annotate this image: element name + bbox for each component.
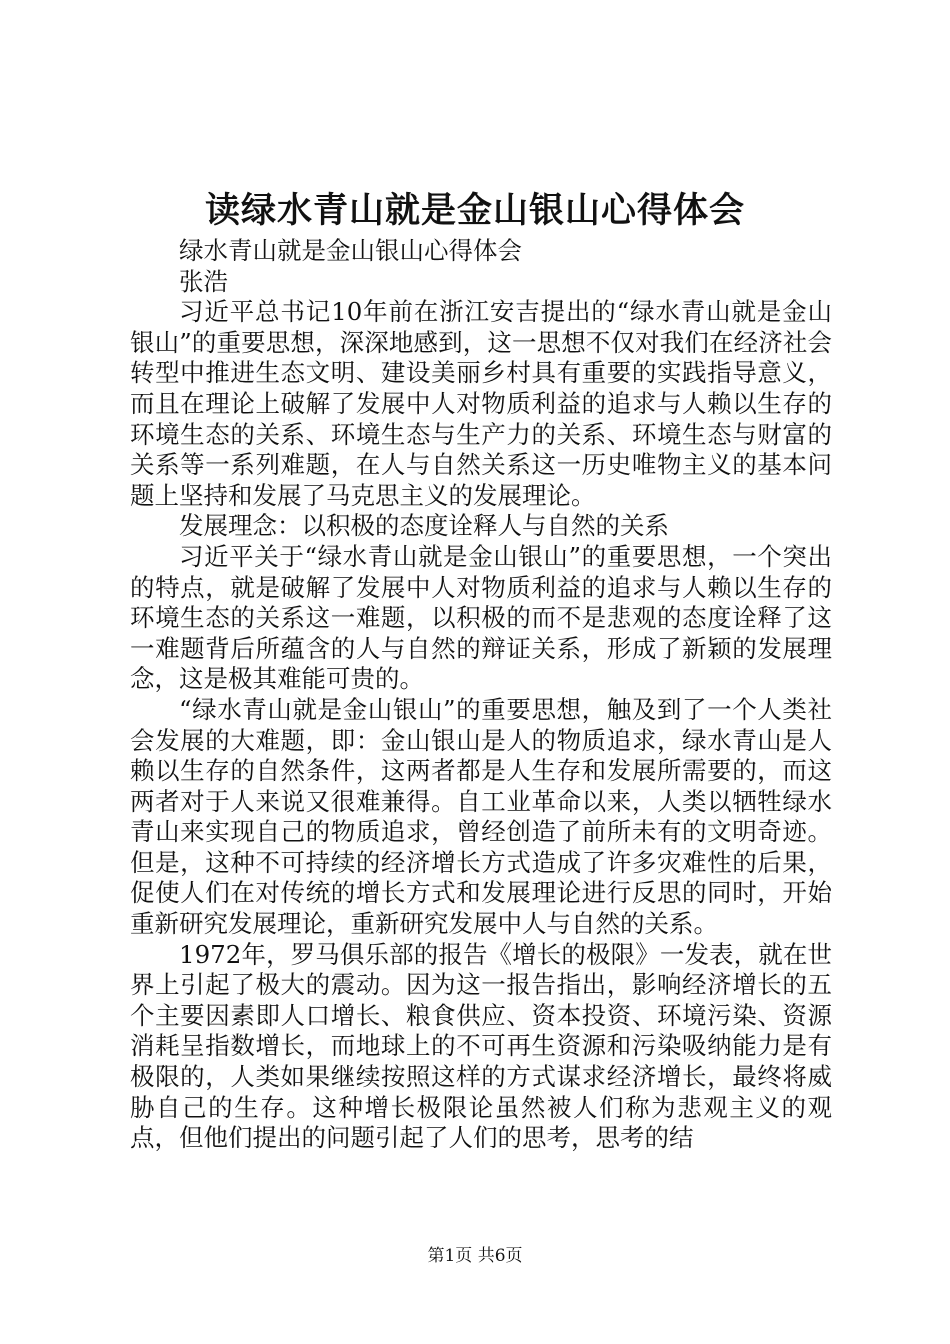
body-paragraph: “绿水青山就是金山银山”的重要思想，触及到了一个人类社会发展的大难题，即：金山银山是人的物质追求，绿水青山是人赖以生存的自然条件，这两者都是人生存和发展所需要的，而这两者对于人来说又很难兼得。自工业革命以来，人类以牺牲绿水青山来实现自己的物质追求，曾经创造了前所未有的文明奇迹。但是，这种不可持续的经济增长方式造成了许多灾难性的后果，促使人们在对传统的增长方式和发展理论进行反思的同时，开始重新研究发展理论，重新研究发展中人与自然的关系。	[130, 694, 832, 939]
subtitle-paragraph: 绿水青山就是金山银山心得体会	[179, 236, 522, 265]
author-paragraph: 张浩	[179, 266, 228, 296]
page-footer: 第1页 共6页	[427, 1246, 523, 1266]
document-title: 读绿水青山就是金山银山心得体会	[204, 190, 745, 231]
document-body	[130, 236, 832, 1154]
body-paragraph: 1972年，罗马俱乐部的报告《增长的极限》一发表，就在世界上引起了极大的震动。因为这一报告指出，影响经济增长的五个主要因素即人口增长、粮食供应、资本投资、环境污染、资源消耗呈指数增长，而地球上的不可再生资源和污染吸纳能力是有极限的，人类如果继续按照这样的方式谋求经济增长，最终将威胁自己的生存。这种增长极限论虽然被人们称为悲观主义的观点，但他们提出的问题引起了人们的思考，思考的结	[130, 939, 832, 1153]
body-paragraph: 习近平关于“绿水青山就是金山银山”的重要思想，一个突出的特点，就是破解了发展中人对物质利益的追求与人赖以生存的环境生态的关系这一难题，以积极的而不是悲观的态度诠释了这一难题背后所蕴含的人与自然的辩证关系，形成了新颖的发展理念，这是极其难能可贵的。	[130, 541, 832, 694]
section-heading-paragraph: 发展理念：以积极的态度诠释人与自然的关系	[179, 511, 669, 541]
body-paragraph: 习近平总书记10年前在浙江安吉提出的“绿水青山就是金山银山”的重要思想，深深地感到，这一思想不仅对我们在经济社会转型中推进生态文明、建设美丽乡村具有重要的实践指导意义，而且在理论上破解了发展中人对物质利益的追求与人赖以生存的环境生态的关系、环境生态与生产力的关系、环境生态与财富的关系等一系列难题，在人与自然关系这一历史唯物主义的基本问题上坚持和发展了马克思主义的发展理论。	[130, 297, 832, 510]
